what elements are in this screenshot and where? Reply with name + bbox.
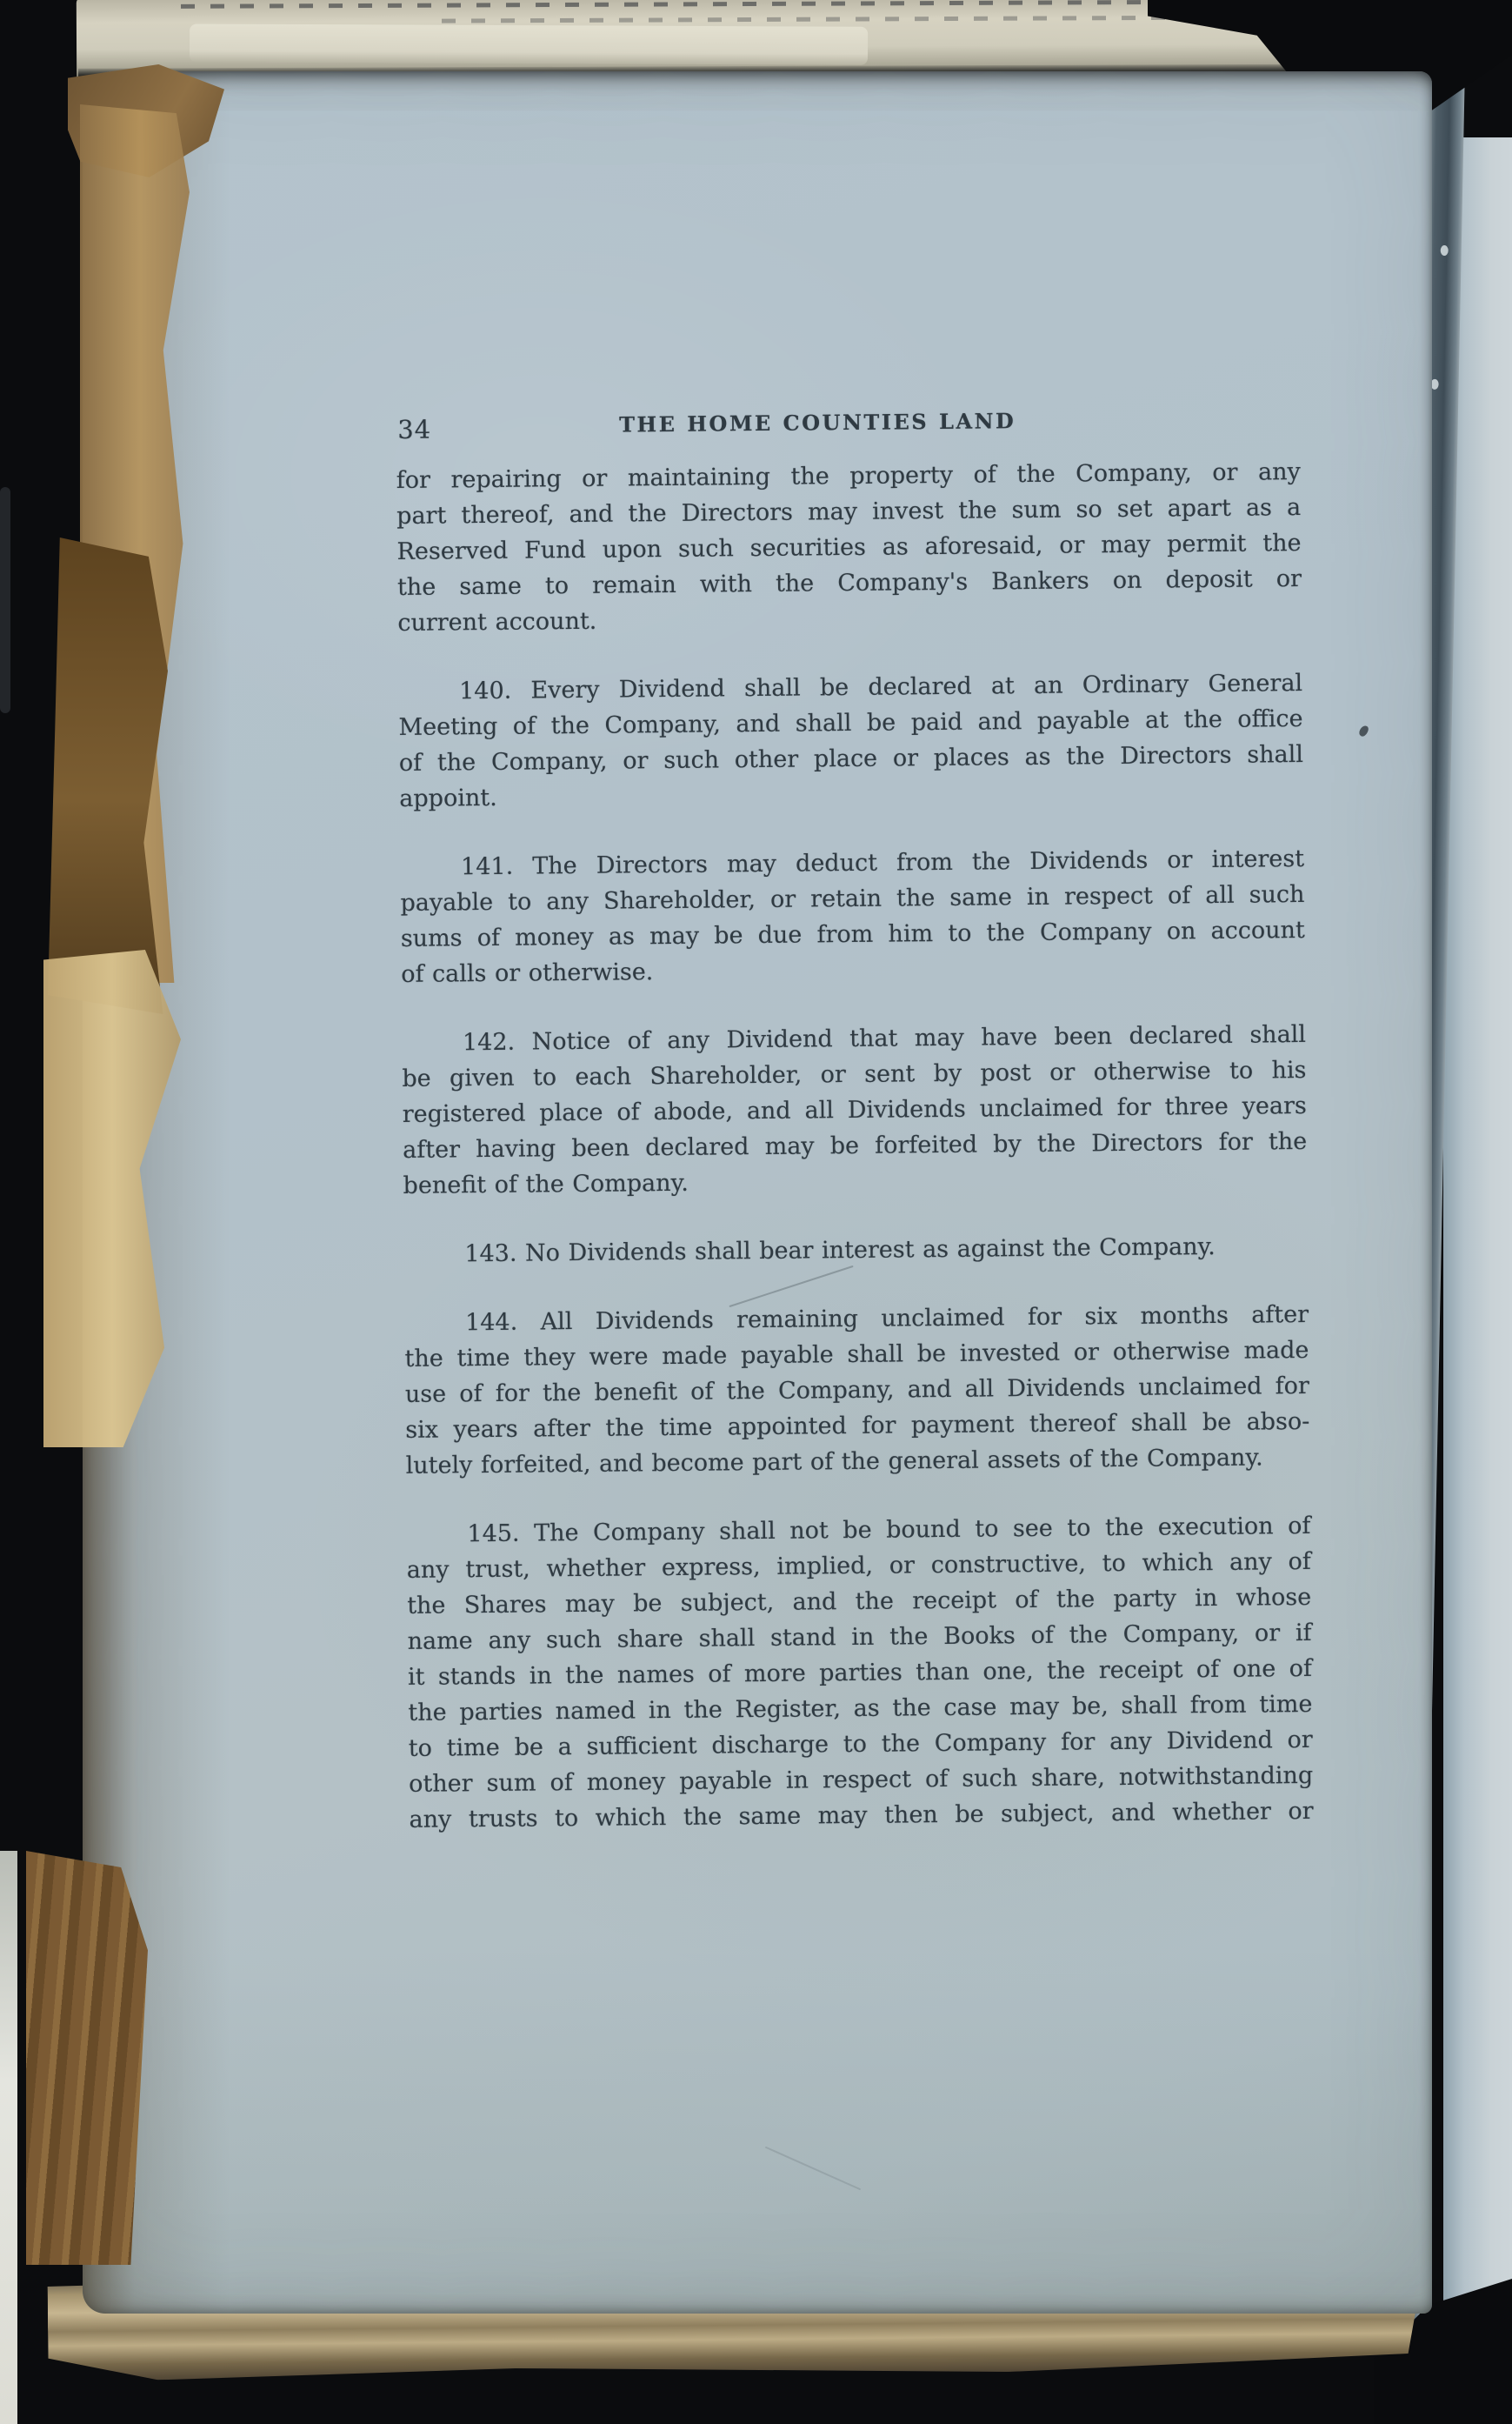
text-line: of calls or otherwise. bbox=[401, 958, 654, 988]
text-line: other sum of money payable in respect of such share, notwithstanding bbox=[409, 1761, 1314, 1798]
folded-page-edge bbox=[190, 23, 868, 64]
text-line: any trust, whether express, implied, or constructive, to which any of bbox=[406, 1547, 1311, 1584]
text-line: sums of money as may be due from him to the Company on account bbox=[400, 916, 1305, 952]
ink-blot-mark bbox=[1358, 725, 1370, 738]
left-edge-paper-sliver bbox=[0, 1851, 17, 2424]
text-block bbox=[396, 454, 1314, 1838]
text-line: 145. The Company shall not be bound to see to the execution of bbox=[467, 1512, 1311, 1548]
text-line: part thereof, and the Directors may invest the sum so set apart as a bbox=[396, 494, 1302, 530]
text-line: be given to each Shareholder, or sent by post or otherwise to his bbox=[402, 1056, 1307, 1092]
paragraph bbox=[398, 665, 1304, 817]
text-line: of the Company, or such other place or places as the Directors shall bbox=[398, 740, 1304, 777]
paragraph bbox=[406, 1508, 1313, 1838]
text-line: the same to remain with the Company's Bankers on deposit or bbox=[396, 564, 1302, 601]
text-line: it stands in the names of more parties than one, the receipt of one of bbox=[407, 1654, 1313, 1691]
text-line: use of for the benefit of the Company, and all Dividends unclaimed for bbox=[404, 1372, 1310, 1408]
text-line: the parties named in the Register, as the case may be, shall from time bbox=[408, 1690, 1313, 1726]
text-line: six years after the time appointed for payment thereof shall be abso- bbox=[405, 1407, 1310, 1444]
text-line: lutely forfeited, and become part of the general assets of the Company. bbox=[405, 1444, 1263, 1479]
binding-tape-dark-patch bbox=[48, 538, 168, 1014]
text-line: after having been declared may be forfeited by the Directors for the bbox=[403, 1127, 1308, 1164]
text-line: 142. Notice of any Dividend that may have been declared shall bbox=[462, 1020, 1307, 1057]
running-title: THE HOME COUNTIES LAND bbox=[618, 408, 1016, 437]
paper-hole bbox=[1441, 245, 1449, 256]
paragraph bbox=[402, 1017, 1308, 1204]
text-line: payable to any Shareholder, or retain the same in respect of all such bbox=[400, 880, 1305, 917]
text-line: appoint. bbox=[399, 784, 497, 812]
printed-text-layer bbox=[396, 400, 1314, 1838]
text-line: 140. Every Dividend shall be declared at an Ordinary General bbox=[458, 669, 1303, 705]
paragraph bbox=[403, 1228, 1308, 1272]
bottom-lighting-tint bbox=[83, 1948, 1432, 2314]
text-line: the Shares may be subject, and the receipt of the party in whose bbox=[407, 1583, 1312, 1619]
text-line: 141. The Directors may deduct from the Dividends or interest bbox=[460, 845, 1305, 881]
page-header bbox=[396, 400, 1301, 463]
text-line: the time they were made payable shall be invested or otherwise made bbox=[404, 1336, 1309, 1372]
text-line: name any such share shall stand in the Books of the Company, or if bbox=[407, 1619, 1312, 1655]
binding-tape-bottom bbox=[26, 1851, 148, 2265]
paragraph bbox=[400, 841, 1306, 992]
text-line: registered place of abode, and all Dividends unclaimed for three years bbox=[402, 1092, 1307, 1128]
text-line: Reserved Fund upon such securities as aforesaid, or may permit the bbox=[396, 530, 1302, 565]
page-number: 34 bbox=[397, 414, 432, 444]
paragraph bbox=[404, 1297, 1310, 1484]
paragraph bbox=[396, 454, 1302, 641]
book-page bbox=[83, 71, 1432, 2314]
text-line: 144. All Dividends remaining unclaimed for six months after bbox=[464, 1300, 1309, 1337]
text-line: Meeting of the Company, and shall be paid and payable at the office bbox=[398, 704, 1303, 741]
text-line: 143. No Dividends shall bear interest as against the Company. bbox=[464, 1232, 1216, 1268]
left-edge-shadow-chip bbox=[0, 487, 10, 713]
text-line: current account. bbox=[397, 607, 597, 637]
text-line: any trusts to which the same may then be subject, and whether or bbox=[409, 1797, 1314, 1833]
text-line: for repairing or maintaining the property of the Company, or any bbox=[396, 458, 1301, 494]
text-line: to time be a sufficient discharge to the Company for any Dividend or bbox=[408, 1726, 1313, 1762]
text-line: benefit of the Company. bbox=[403, 1169, 689, 1199]
